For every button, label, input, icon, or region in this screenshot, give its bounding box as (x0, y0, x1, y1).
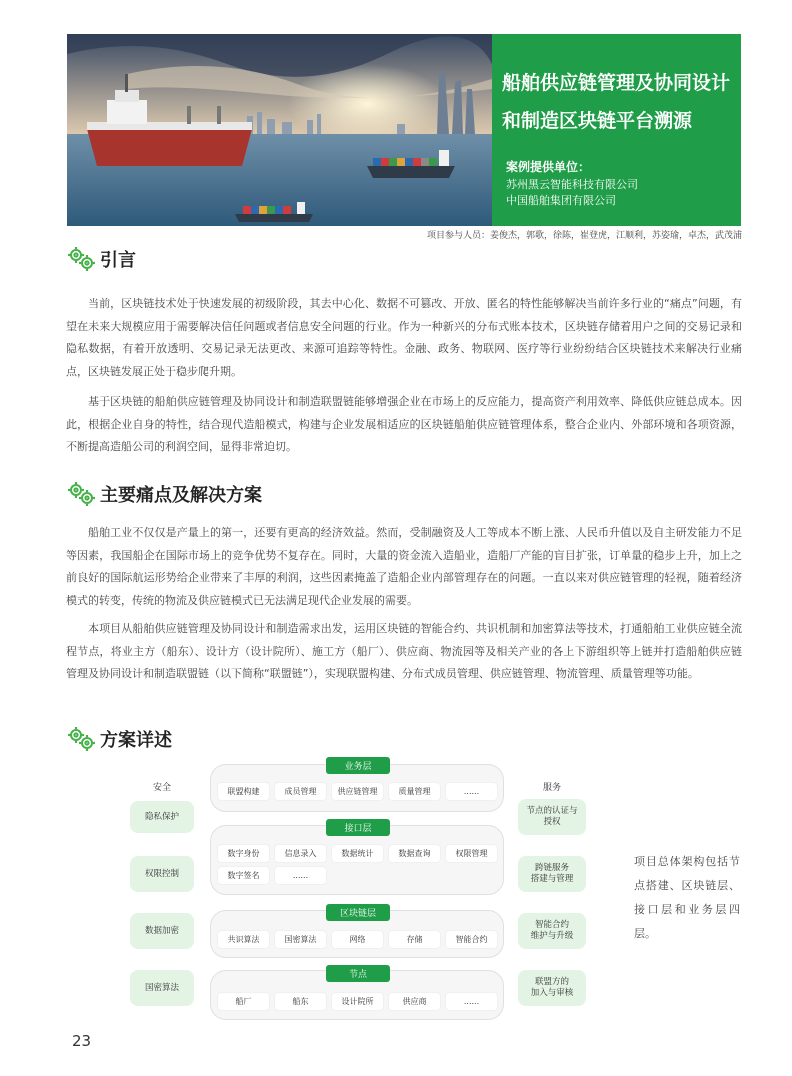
service-header: 服务 (542, 783, 561, 793)
layer-chip: 智能合约 (446, 931, 497, 948)
gear-icon (66, 480, 96, 508)
layer-chip: ...... (446, 783, 497, 800)
paragraph: 当前，区块链技术处于快速发展的初级阶段，其去中心化、数据不可篡改、开放、匿名的特性能够解决当前许多行业的“痛点”问题，有望在未来大规模应用于需要解决信任问题或者信息安全问题的行业。作为一种新兴的分布式账本技术，区块链存储着用户之间的交易记录和隐私数据，有着开放透明、交易记录无法更改、来源可追踪等特性。金融、政务、物联网、医疗等行业纷纷结合区块链技术来解决行业痛点，区块链发展正处于稳步爬升期。 (66, 297, 742, 378)
layer-chip: 设计院所 (332, 993, 383, 1010)
layer-title: 节点 (326, 965, 390, 982)
security-item: 隐私保护 (130, 801, 194, 833)
layer-chip: 数据统计 (332, 845, 383, 862)
service-item: 智能合约 维护与升级 (518, 913, 586, 949)
gear-icon (66, 245, 96, 273)
section-heading-pain (66, 480, 262, 508)
section-title: 引言 (100, 250, 136, 271)
layer-chip: 联盟构建 (218, 783, 269, 800)
layer-chip: ...... (446, 993, 497, 1010)
section-heading-intro (66, 245, 136, 273)
hero-photo (67, 34, 492, 226)
layer-chip: 国密算法 (275, 931, 326, 948)
service-item: 节点的认证与 授权 (518, 799, 586, 835)
participants-line: 项目参与人员：姜俊杰，郭歌，徐陈，崔登虎，江顺利，苏姿瑜，卓杰，武茂浦 (426, 231, 742, 241)
diagram-description: 项目总体架构包括节点搭建、区块链层、接口层和业务层四层。 (634, 855, 740, 940)
layer-chip: 供应链管理 (332, 783, 383, 800)
layer-title: 接口层 (326, 819, 390, 836)
layer-chip: 共识算法 (218, 931, 269, 948)
security-header: 安全 (152, 783, 171, 793)
security-item: 国密算法 (130, 970, 194, 1006)
layer-chip: 船厂 (218, 993, 269, 1010)
layer-chip: 供应商 (389, 993, 440, 1010)
paragraph: 船舶工业不仅仅是产量上的第一，还要有更高的经济效益。然而，受制融资及人工等成本不断上涨、人民币升值以及自主研发能力不足等因素，我国船企在国际市场上的竞争优势不复存在。同时，大量的资金流入造船业，造船厂产能的盲目扩张，订单量的稳步上升，加上之前良好的国际航运形势给企业带来了丰厚的利润，这些因素掩盖了造船企业内部管理存在的问题。一直以来对供应链管理的轻视，随着经济模式的转变，传统的物流及供应链模式已无法满足现代企业发展的需要。 (66, 526, 742, 607)
layer-chip: 数据查询 (389, 845, 440, 862)
layer-title: 业务层 (326, 757, 390, 774)
layer-chip: 网络 (332, 931, 383, 948)
provider-name: 苏州黑云智能科技有限公司 (506, 178, 638, 191)
layer-chip: ...... (275, 867, 326, 884)
service-item: 跨链服务 搭建与管理 (518, 856, 586, 892)
hero-title-panel (492, 34, 741, 226)
gear-icon (66, 725, 96, 753)
layer-chip: 信息录入 (275, 845, 326, 862)
layer-chip: 数字签名 (218, 867, 269, 884)
paragraph: 本项目从船舶供应链管理及协同设计和制造需求出发，运用区块链的智能合约、共识机制和加密算法等技术，打通船舶工业供应链全流程节点，将业主方（船东）、设计方（设计院所）、施工方（船厂）、供应商、物流园等及相关产业的各上下游组织等上链并打造船舶供应链管理及协同设计和制造联盟链（以下简称“联盟链”），实现联盟构建、分布式成员管理、供应链管理、物流管理、质量管理等功能。 (66, 622, 742, 680)
provider-name: 中国船舶集团有限公司 (506, 194, 616, 207)
layer-chip: 质量管理 (389, 783, 440, 800)
provider-label: 案例提供单位： (506, 160, 591, 174)
architecture-diagram (120, 748, 600, 1023)
service-item: 联盟方的 加入与审核 (518, 970, 586, 1006)
page-number: 23 (72, 1032, 92, 1050)
layer-chip: 存储 (389, 931, 440, 948)
section-title: 主要痛点及解决方案 (100, 485, 262, 506)
security-item: 数据加密 (130, 913, 194, 949)
page-title: 船舶供应链管理及协同设计和制造区块链平台溯源 (502, 72, 731, 132)
layer-title: 区块链层 (326, 904, 390, 921)
layer-chip: 成员管理 (275, 783, 326, 800)
paragraph: 基于区块链的船舶供应链管理及协同设计和制造联盟链能够增强企业在市场上的反应能力，提高资产利用效率、降低供应链总成本。因此，根据企业自身的特性，结合现代造船模式，构建与企业发展相适应的区块链船舶供应链管理体系，整合企业内、外部环境和各项资源，不断提高造船公司的利润空间，显得非常迫切。 (66, 395, 742, 453)
security-item: 权限控制 (130, 856, 194, 892)
layer-chip: 数字身份 (218, 845, 269, 862)
layer-chip: 权限管理 (446, 845, 497, 862)
section-title: 方案详述 (100, 730, 172, 751)
layer-chip: 船东 (275, 993, 326, 1010)
